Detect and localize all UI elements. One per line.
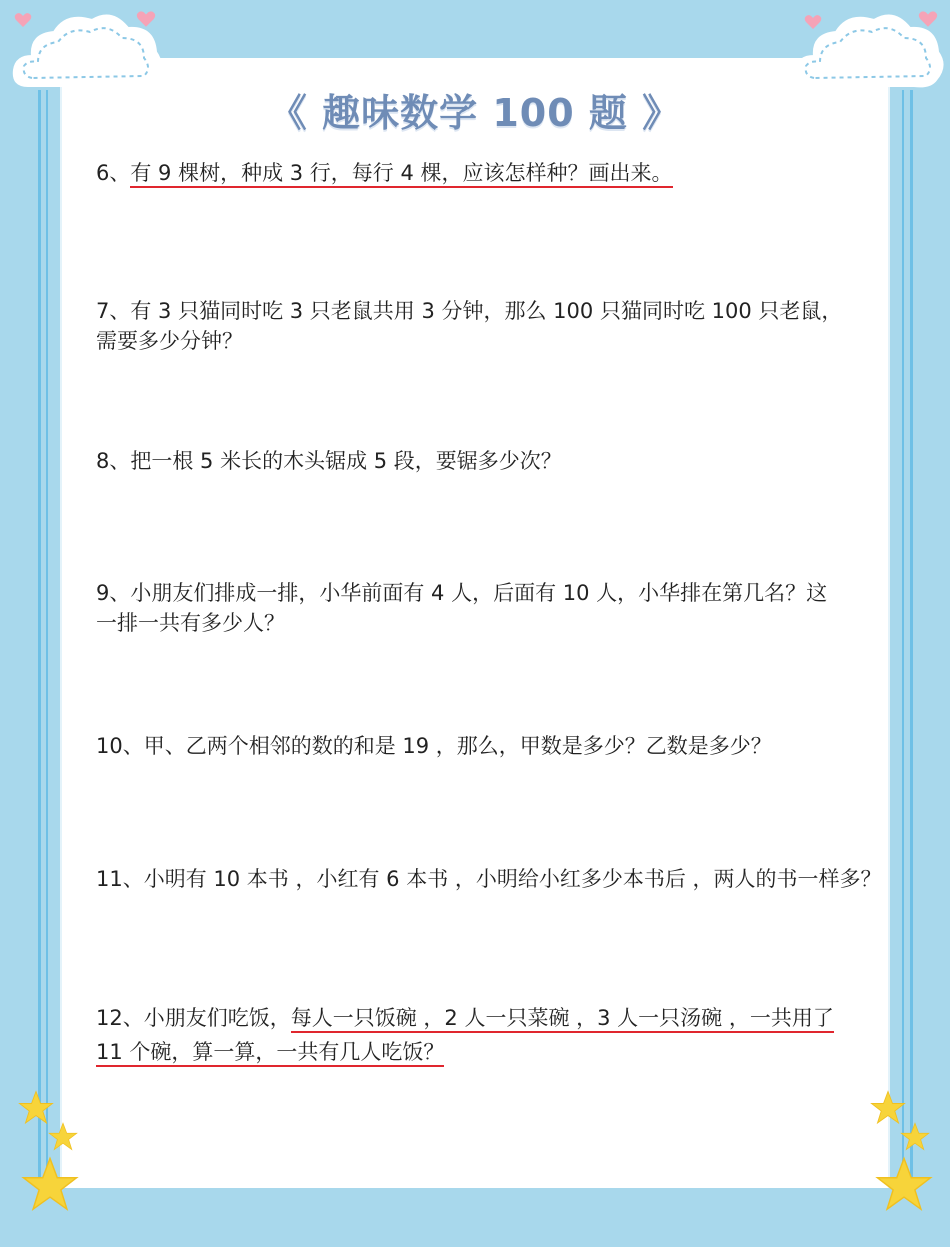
question-text: 有 3 只猫同时吃 3 只老鼠共用 3 分钟，那么 100 只猫同时吃 100 只老鼠， (130, 299, 843, 323)
paper-edge-right (888, 58, 890, 1188)
question-text-line2: 需要多少分钟？ (96, 329, 243, 353)
heart-icon (804, 14, 822, 30)
question-text: 小朋友们吃饭， (143, 1006, 291, 1030)
question-text: 把一根 5 米长的木头锯成 5 段，要锯多少次？ (130, 449, 562, 473)
frame-line-left-inner (46, 90, 48, 1187)
star-icon (48, 1122, 78, 1152)
question-text-line2: 一排一共有多少人？ (96, 611, 285, 635)
heart-icon (14, 12, 32, 28)
question-8 (96, 446, 886, 476)
question-number: 6、 (96, 161, 131, 185)
question-6 (96, 158, 886, 188)
star-icon (18, 1090, 54, 1126)
question-12 (96, 1001, 886, 1069)
underlined-text: 有 9 棵树，种成 3 行，每行 4 棵，应该怎样种？画出来。 (130, 161, 672, 188)
frame-line-right-inner (902, 90, 904, 1187)
question-text: 小明有 10 本书 ，小红有 6 本书 ，小明给小红多少本书后 ，两人的书一样多？ (143, 867, 882, 891)
paper-edge-left (60, 58, 62, 1188)
question-11 (96, 864, 886, 894)
star-icon (900, 1122, 930, 1152)
question-9 (96, 578, 886, 638)
question-10 (96, 731, 886, 761)
question-number: 12、 (96, 1006, 144, 1030)
question-text: 小朋友们排成一排，小华前面有 4 人，后面有 10 人，小华排在第几名？这 (130, 581, 828, 605)
question-number: 9、 (96, 581, 131, 605)
question-number: 10、 (96, 734, 144, 758)
heart-icon (136, 10, 156, 28)
star-icon (874, 1156, 934, 1214)
star-icon (870, 1090, 906, 1126)
page-title: 《 趣味数学 100 题 》 (268, 91, 682, 135)
underlined-text: 每人一只饭碗 ，2 人一只菜碗 ，3 人一只汤碗 ，一共用了 (291, 1006, 834, 1033)
question-number: 7、 (96, 299, 131, 323)
question-number: 11、 (96, 867, 144, 891)
underlined-text-line2: 11 个碗，算一算，一共有几人吃饭？ (96, 1040, 444, 1067)
frame-line-right-outer (910, 90, 913, 1187)
heart-icon (918, 10, 938, 28)
question-number: 8、 (96, 449, 131, 473)
frame-line-left-outer (38, 90, 41, 1187)
question-7 (96, 296, 886, 356)
star-icon (20, 1156, 80, 1214)
question-text: 甲、乙两个相邻的数的和是 19 ，那么，甲数是多少？乙数是多少？ (143, 734, 772, 758)
